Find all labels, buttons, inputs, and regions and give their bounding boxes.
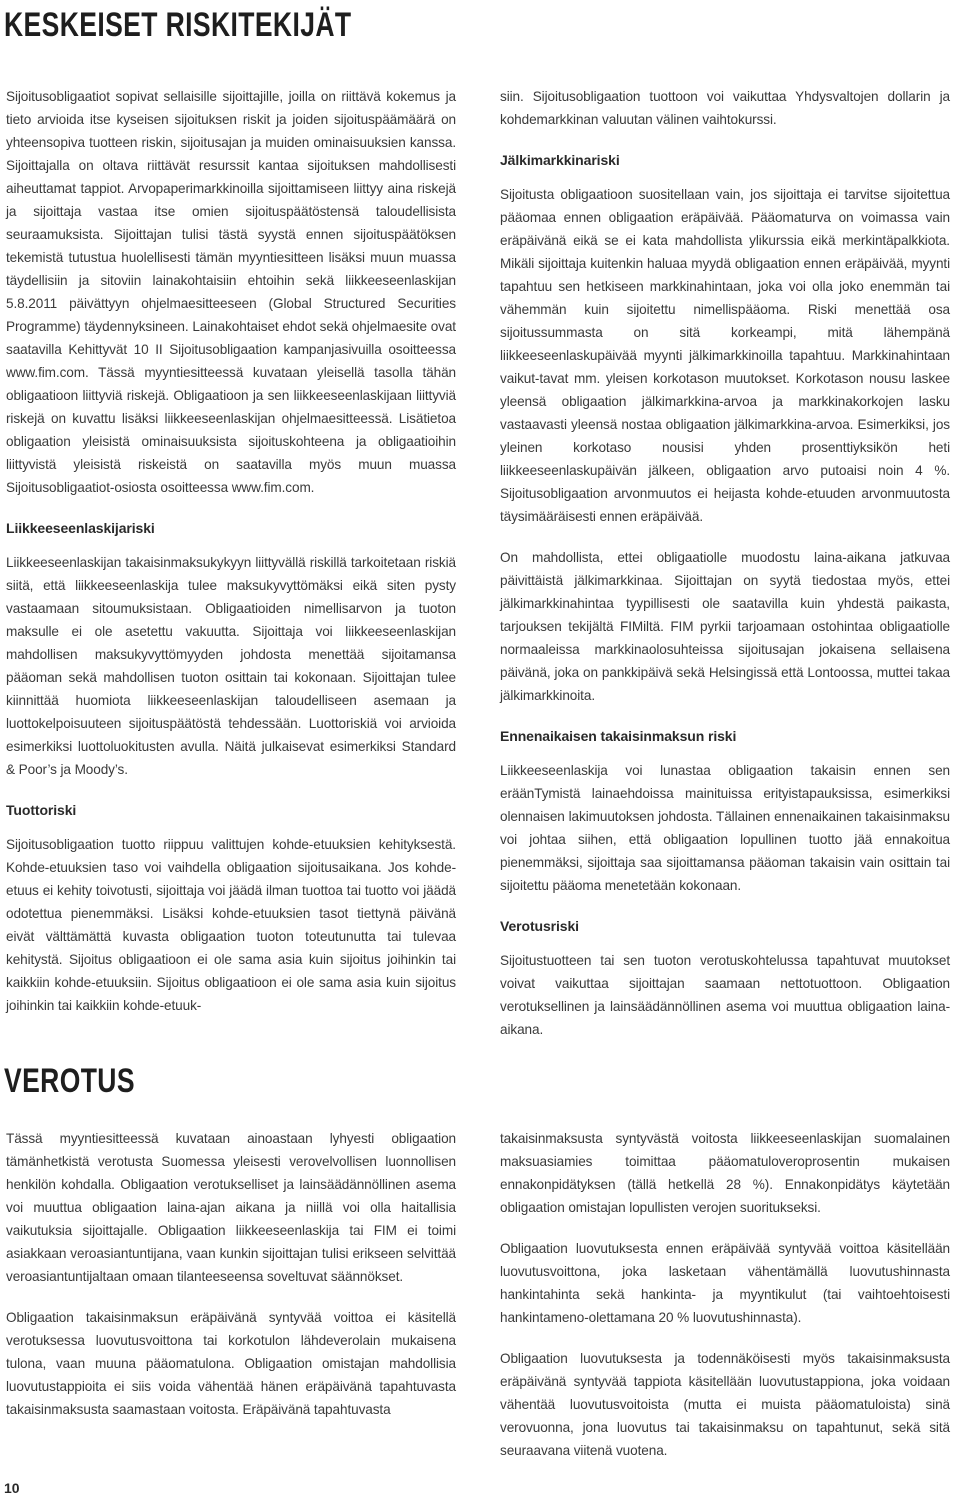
risk-intro-paragraph: Sijoitusobligaatiot sopivat sellaisille sijoittajille, joilla on riittävä kokemus ja tieto arvioida itse kyseisen sijoituksen riskit ja joiden sijoituspäämäärä on yhteensopiva tuotteen riskin, sijoitusajan ja muiden ominaisuuksien kanssa. Sijoittajalla on oltava riittävät resurssit kantaa sijoituksen mahdollisesti aiheuttamat tappiot. Arvopaperimarkkinoilla sijoittamiseen liittyy aina riskejä ja sijoittaja vastaa itse omien sijoituspäätöstensä taloudellisista seuraamuksista. Sijoittajan tulisi tästä syystä ennen sijoituspäätöksen tekemistä tutustua huolellisesti tämän myyntiesitteen lisäksi muun muassa täydellisiin ja sitoviin lainakohtaisiin ehtoihin sekä liikkeeseenlaskijan 5.8.2011 päivättyyn ohjelmaesitteeseen (Global Structured Securities Programme) täydennyksineen. Lainakohtaiset ehdot sekä ohjelmaesite ovat saatavilla Kehittyvät 10 II Sijoitusobligaation kampanjasivuilla osoitteessa www.fim.com. Tässä myyntiesitteessä kuvataan yleisellä tasolla tähän obligaatioon liittyviä riskejä. Obligaatioon ja sen liikkeeseenlaskijaan liittyviä riskejä on kuvattu lisäksi liikkeeseenlaskijan ohjelmaesitteessä. Lisätietoa obligaation yleisistä ominaisuuksista sijoituskohteena ja obligaatioihin liittyvistä yleisistä riskeistä on saatavilla myös muun muassa Sijoitusobligaatiot-osiosta osoitteessa www.fim.com. [6,89,456,495]
tax-risk-paragraph: Sijoitustuotteen tai sen tuoton verotuskohtelussa tapahtuvat muutokset voivat vaikuttaa sijoittajan saamaan nettotuottoon. Obligaation verotuksellinen ja lainsäädännöllinen asema voi muuttua obligaation laina-aikana. [500,953,950,1037]
issuer-risk-heading: Liikkeeseenlaskijariski [6,520,155,536]
yield-risk-heading: Tuottoriski [6,802,77,818]
early-redemption-heading: Ennenaikaisen takaisinmaksun riski [500,728,737,744]
issuer-risk-paragraph: Liikkeeseenlaskijan takaisinmaksukykyyn liittyvällä riskillä tarkoitetaan riskiä siitä, että liikkeeseenlaskija tulee maksukyvyttömäksi eikä siten pysty vastaamaan sitoumuksistaan. Obligaatioiden nimellisarvon ja tuoton maksulle ei ole asetettu vakuutta. Sijoittaja voi liikkeeseenlaskijan mahdollisen maksukyvyttömyyden johdosta menettää sijoitamansa pääoman sekä mahdollisen tuoton osittain tai kokonaan. Sijoittajan tulee kiinnittää huomiota liikkeeseenlaskijan taloudelliseen asemaan ja luottokelpoisuuteen sijoituspäätöstä tehdessään. Luottoriskiä voi arvioida esimerkiksi luottoluokitusten avulla. Näitä julkaisevat esimerkiksi Standard & Poor’s ja Moody’s. [6,555,456,777]
taxation-column-left [6,1127,456,1421]
tax-risk-heading: Verotusriski [500,918,579,934]
section-title-taxation: VEROTUS [4,1062,135,1100]
yield-risk-paragraph: Sijoitusobligaation tuotto riippuu valittujen kohde-etuuksien kehityksestä. Kohde-etuuksien taso voi vaihdella obligaation sijoitusaikana. Jos kohde-etuus ei kehity toivotusti, sijoittaja voi jäädä ilman tuottoa tai tuotto voi jäädä odotettua pienemmäksi. Lisäksi kohde-etuuksien tasot tiettynä päivänä eivät välttämättä kuvasta obligaation tuoton toteutunutta tai tulevaa kehitystä. Sijoitus obligaatioon ei ole sama asia kuin sijoitus joihinkin tai kaikkiin kohde-etuuksiin. Sijoitus obligaatioon ei ole sama asia kuin sijoitus joihinkin tai kaikkiin kohde-etuuk- [6,837,456,1013]
secondary-market-paragraph-2: On mahdollista, ettei obligaatiolle muodostu laina-aikana jatkuvaa päivittäistä jälkimarkkinaa. Sijoittajan on syytä tiedostaa myös, ettei jälkimarkkinahintaa tyypillisesti ole saatavilla kuin yhdestä paikasta, tarjouksen tekijältä FIMiltä. FIM pyrkii tarjoamaan ostohintaa obligaatiolle normaaleissa markkinaolosuhteissa sijoitusajan jokaisena sellaisena päivänä, joka on pankkipäivä sekä Helsingissä että Lontoossa, muttei takaa jälkimarkkinoita. [500,550,950,703]
taxation-paragraph-1: Tässä myyntiesitteessä kuvataan ainoastaan lyhyesti obligaation tämänhetkistä verotusta Suomessa yleisesti verovelvollisen luonnollisen henkilön kohdalla. Obligaation verotukselliset ja lainsäädännöllinen asema voi muuttua obligaation laina-ajan aikana ja niillä voi olla haitallisia vaikutuksia sijoittajalle. Obligaation liikkeeseenlaskija tai FIM ei toimi asiakkaan veroasiantuntijana, vaan kunkin sijoittajan tulisi erikseen selvittää veroasiantuntijaltaan omaan tilanteeseensa soveltuvat säännökset. [6,1131,456,1284]
secondary-market-paragraph: Sijoitusta obligaatioon suositellaan vain, jos sijoittaja ei tarvitse sijoitettua pääomaa ennen obligaation eräpäivää. Pääomaturva on voimassa vain eräpäivänä eikä se ei kata mahdollista ylikurssia eikä merkintäpalkkiota. Mikäli sijoittaja kuitenkin haluaa myydä obligaation ennen eräpäivää, myynti tapahtuu sen hetkiseen markkinahintaan, joka voi olla joko enemmän tai vähemmän kuin sijoitettu nimellispääoma. Riski menettää osa sijoitussummasta on sitä korkeampi, mitä lähempänä liikkeeseenlaskupäivää myynti jälkimarkkinoilla tapahtuu. Markkinahintaan vaikut-tavat mm. yleisen korkotason muutokset. Korkotason nousu laskee yleensä obligaation jälkimarkkina-arvoa ja markkinakorkojen lasku vastaavasti yleensä nostaa obligaation jälkimarkkina-arvoa. Esimerkiksi, jos yleinen korkotaso nousisi yhden prosenttiyksikön heti liikkeeseenlaskupäivän jälkeen, obligaation arvo putoaisi noin 4 %. Sijoitusobligaation arvonmuutos ei heijasta kohde-etuuden arvonmuutosta täysimääräisesti ennen eräpäivää. [500,187,950,524]
taxation-paragraph-3: takaisinmaksusta syntyvästä voitosta liikkeeseenlaskijan suomalainen maksuasiamies toimittaa pääomatuloveroprosentin mukaisen ennakonpidätyksen (tällä hetkellä 28 %). Ennakonpidätys käytetään obligaation omistajan lopullisten verojen suoritukseksi. [500,1131,950,1215]
risk-column-right [500,85,950,1041]
early-redemption-paragraph: Liikkeeseenlaskija voi lunastaa obligaation takaisin ennen sen eräänTymistä lainaehdoissa mainituissa erityistapauksissa, esimerkiksi olennaisen lakimuutoksen johdosta. Tällainen ennenaikainen takaisinmaksu voi johtaa siihen, että obligaation lopullinen tuotto jää ennakoitua pienemmäksi, sijoittaja saa sijoittamansa pääoman takaisin vain osittain tai sijoitettu pääoma menetetään kokonaan. [500,763,950,893]
taxation-paragraph-2: Obligaation takaisinmaksun eräpäivänä syntyvää voittoa ei käsitellä verotuksessa luovutusvoittona tai korkotulon lähdeverolain mukaisena tulona, vaan muuna pääomatulona. Obligaation omistajan mahdollisia luovutustappioita ei siis voida vähentää hänen eräpäivänä tapahtuvasta takaisinmaksusta saamastaan voitosta. Eräpäivänä tapahtuvasta [6,1310,456,1417]
secondary-market-heading: Jälkimarkkinariski [500,152,620,168]
yield-risk-continuation: siin. Sijoitusobligaation tuottoon voi vaikuttaa Yhdysvaltojen dollarin ja kohdemarkkinan valuutan välinen vaihtokurssi. [500,89,950,127]
taxation-column-right [500,1127,950,1462]
taxation-paragraph-4: Obligaation luovutuksesta ennen eräpäivää syntyvää voittoa käsitellään luovutusvoittona, joka lasketaan vähentämällä luovutushinnasta hankintahinta sekä hankinta- ja myyntikulut (tai vaihtoehtoisesti hankintameno-olettamana 20 % luovutushinnasta). [500,1241,950,1325]
section-title-risk: KESKEISET RISKITEKIJÄT [4,6,352,44]
taxation-paragraph-5: Obligaation luovutuksesta ja todennäköisesti myös takaisinmaksusta eräpäivänä syntyvää tappiota käsitellään luovutustappiona, joka voidaan vähentää luovutusvoitoista (mutta ei muista pääomatuloista) sinä verovuonna, jona luovutus tai takaisinmaksu on tapahtunut, sekä sitä seuraavana viitenä vuotena. [500,1351,950,1458]
risk-column-left [6,85,456,1017]
page-number: 10 [4,1480,20,1496]
